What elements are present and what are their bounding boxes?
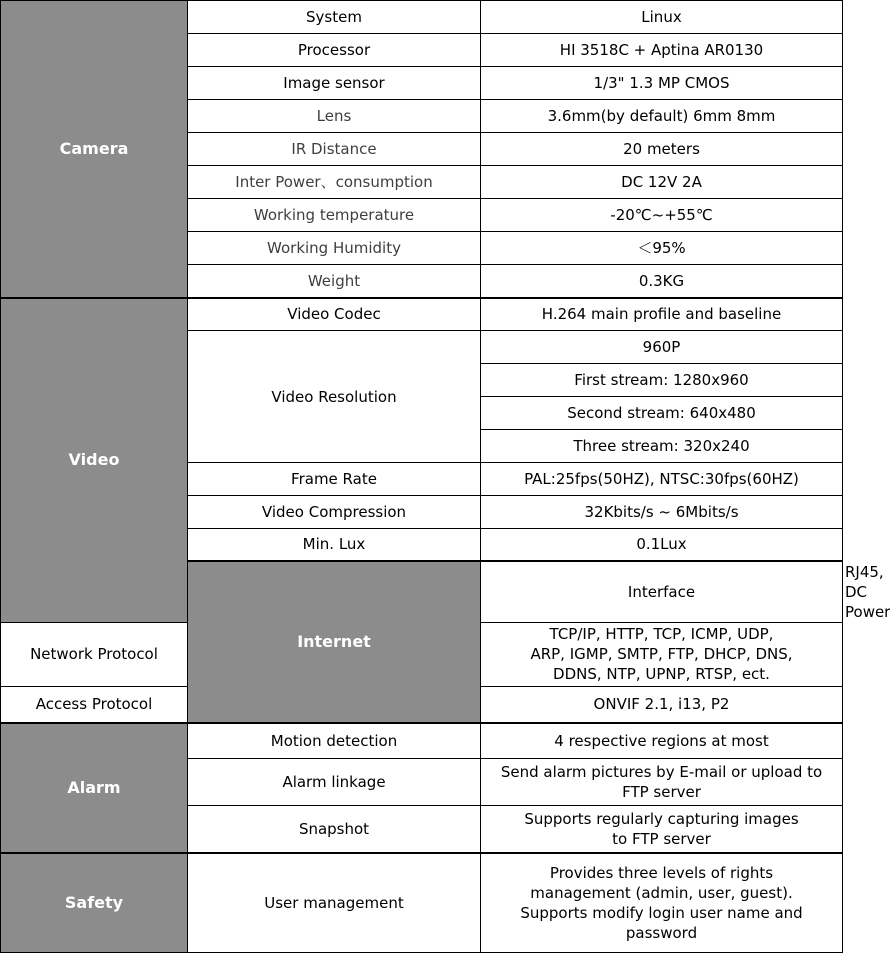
spec-value-frame-rate: PAL:25fps(50HZ), NTSC:30fps(60HZ) (481, 463, 843, 496)
user-management-line-4: password (625, 923, 698, 942)
spec-value-ir-distance: 20 meters (481, 133, 843, 166)
spec-value-network-protocol (481, 622, 843, 686)
user-management-line-3: Supports modify login user name and (520, 903, 803, 922)
spec-label-ir-distance: IR Distance (188, 133, 481, 166)
spec-value-min-lux: 0.1Lux (481, 529, 843, 561)
spec-label-video-compression: Video Compression (188, 496, 481, 529)
spec-value-working-temperature: -20℃~+55℃ (481, 199, 843, 232)
spec-value-resolution-second-stream: Second stream: 640x480 (481, 397, 843, 430)
snapshot-line-2: to FTP server (612, 829, 711, 848)
spec-label-system: System (188, 1, 481, 34)
spec-value-resolution-third-stream: Three stream: 320x240 (481, 430, 843, 463)
snapshot-line-1: Supports regularly capturing images (524, 809, 799, 828)
spec-value-lens: 3.6mm(by default) 6mm 8mm (481, 100, 843, 133)
spec-value-resolution-960p: 960P (481, 331, 843, 364)
spec-label-processor: Processor (188, 34, 481, 67)
spec-label-network-protocol: Network Protocol (1, 622, 188, 686)
spec-value-power-consumption: DC 12V 2A (481, 166, 843, 199)
category-alarm: Alarm (1, 723, 188, 853)
spec-value-processor: HI 3518C + Aptina AR0130 (481, 34, 843, 67)
category-video: Video (1, 298, 188, 623)
user-management-line-2: management (admin, user, guest). (530, 883, 793, 902)
spec-label-working-humidity: Working Humidity (188, 232, 481, 265)
network-protocol-line-1: TCP/IP, HTTP, TCP, ICMP, UDP, (549, 625, 774, 643)
spec-value-motion-detection: 4 respective regions at most (481, 723, 843, 758)
spec-label-frame-rate: Frame Rate (188, 463, 481, 496)
spec-value-resolution-first-stream: First stream: 1280x960 (481, 364, 843, 397)
spec-label-lens: Lens (188, 100, 481, 133)
network-protocol-line-3: DDNS, NTP, UPNP, RTSP, ect. (553, 665, 770, 683)
category-internet: Internet (188, 561, 481, 724)
network-protocol-line-2: ARP, IGMP, SMTP, FTP, DHCP, DNS, (530, 645, 793, 663)
spec-label-access-protocol: Access Protocol (1, 686, 188, 723)
category-camera: Camera (1, 1, 188, 298)
spec-label-video-codec: Video Codec (188, 298, 481, 331)
spec-value-video-codec: H.264 main profile and baseline (481, 298, 843, 331)
spec-label-motion-detection: Motion detection (188, 723, 481, 758)
spec-value-system: Linux (481, 1, 843, 34)
spec-label-power-consumption: Inter Power、consumption (188, 166, 481, 199)
spec-label-weight: Weight (188, 265, 481, 298)
spec-label-video-resolution: Video Resolution (188, 331, 481, 463)
user-management-line-1: Provides three levels of rights (549, 863, 774, 882)
spec-label-interface: Interface (481, 561, 843, 623)
spec-label-snapshot: Snapshot (188, 805, 481, 853)
spec-value-snapshot (481, 805, 843, 853)
spec-value-access-protocol: ONVIF 2.1, i13, P2 (481, 686, 843, 723)
category-safety: Safety (1, 853, 188, 952)
spec-value-image-sensor: 1/3" 1.3 MP CMOS (481, 67, 843, 100)
spec-value-working-humidity: ＜95% (481, 232, 843, 265)
spec-value-alarm-linkage (481, 758, 843, 805)
spec-label-min-lux: Min. Lux (188, 529, 481, 561)
spec-value-video-compression: 32Kbits/s ~ 6Mbits/s (481, 496, 843, 529)
alarm-linkage-line-1: Send alarm pictures by E-mail or upload to (500, 762, 823, 781)
spec-label-alarm-linkage: Alarm linkage (188, 758, 481, 805)
spec-value-user-management (481, 853, 843, 952)
alarm-linkage-line-2: FTP server (622, 782, 701, 801)
spec-table: Camera System Linux Processor HI 3518C + Aptina AR0130 Image sensor 1/3" 1.3 MP CMOS Lens 3.6mm(by default) 6mm 8mm IR Distance 20 meters Inter Power、consumption DC 12V 2A Working temperature -20℃~+55℃ Working Humidity ＜95% Weight 0.3KG Video Video Codec H.264 main profile and baseline Video Resolution 960P First stream: 1280x960 Second stream: 640x480 Three stream: 320x240 Frame Rate PAL:25fps(50HZ), NTSC:30fps(60HZ) Video Compression 32Kbits/s ~ 6Mbits/s Min. Lux 0.1Lux Internet Interface RJ45, DC Power Network Protocol TCP/IP, HTTP, TCP, ICMP, UDP, ARP, IGMP, SMTP, FTP, DHCP, DNS, DDNS, NTP, UPNP, RTSP, ect. Access Protocol ONVIF 2.1, i13, P2 Alarm Motion detection 4 respective regions at most Alarm linkage Send alarm pictures by E-mail or upload to FTP server Snapshot Supports regularly capturing images to FTP server Safety User management Provides three levels of rights management (admin, user, guest). Supports modify login user name and password (0, 0, 843, 953)
spec-label-user-management: User management (188, 853, 481, 952)
spec-label-image-sensor: Image sensor (188, 67, 481, 100)
spec-label-working-temperature: Working temperature (188, 199, 481, 232)
spec-value-weight: 0.3KG (481, 265, 843, 298)
